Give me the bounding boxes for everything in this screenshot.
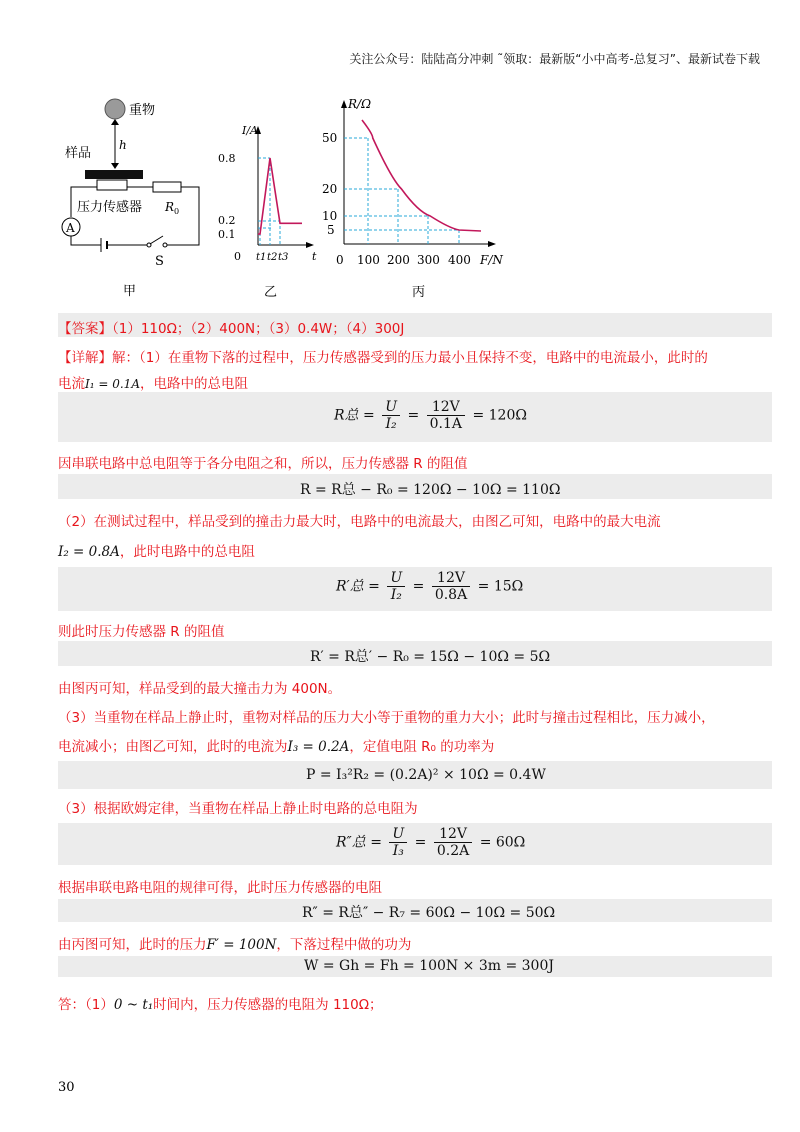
page-header: 关注公众号：陆陆高分冲刺 ˜领取：最新版“小中高考-总复习”、最新试卷下载: [349, 52, 760, 66]
eq3-eq: =: [412, 578, 425, 595]
yi-origin: 0: [234, 250, 241, 263]
bing-ytick-3: 5: [327, 223, 335, 237]
detail-line-2: [58, 372, 248, 392]
equation-6: [336, 826, 525, 859]
detail-p10-tail: 时间内，压力传感器的电阻为 110Ω；: [153, 997, 383, 1013]
detail-line-4: （2）在测试过程中，样品受到的撞击力最大时，电路中的电流最大，由图乙可知，电路中的最大电流: [58, 514, 661, 530]
detail-p1a: 解：（1）在重物下落的过程中，压力传感器受到的压力最小且保持不变，电路中的电流最小，此时的: [112, 350, 708, 366]
label-switch: S: [155, 254, 164, 269]
bing-ylabel: R/Ω: [348, 97, 372, 111]
detail-line-10: （3）根据欧姆定律，当重物在样品上静止时电路的总电阻为: [58, 801, 418, 817]
label-h: h: [119, 138, 127, 152]
equation-2: R = R总 − R₀ = 120Ω − 10Ω = 110Ω: [300, 482, 561, 498]
detail-line-11: 根据串联电路电阻的规律可得，此时压力传感器的电阻: [58, 880, 382, 896]
eq1-lhs: R总 =: [334, 407, 375, 424]
eq3-lhs: R′总 =: [336, 578, 380, 595]
label-sensor: 压力传感器: [77, 200, 143, 215]
eq3-den2: 0.8A: [434, 587, 468, 603]
detail-line-13: [58, 993, 383, 1013]
answer-text: （1）110Ω；（2）400N；（3）0.4W；（4）300J: [112, 321, 405, 337]
caption-bing: 丙: [412, 285, 426, 300]
answer-line: [58, 317, 404, 337]
detail-p6b: 电流减小；由图乙可知，此时的电流为: [58, 739, 288, 755]
yi-xtick-1: t2: [267, 252, 278, 263]
label-ammeter: A: [66, 221, 75, 235]
yi-ytick-2: 0.1: [218, 228, 236, 241]
bing-xtick-1: 200: [387, 253, 410, 267]
detail-p6b-tail: ，定值电阻 R₀ 的功率为: [349, 739, 495, 755]
equation-4: R′ = R总′ − R₀ = 15Ω − 10Ω = 5Ω: [310, 649, 551, 665]
equation-7: R″ = R总″ − R₇ = 60Ω − 10Ω = 50Ω: [302, 905, 556, 921]
eq6-den: I₃: [392, 843, 404, 859]
eq1-num2: 12V: [427, 399, 465, 416]
label-sample: 样品: [65, 146, 92, 161]
yi-xtick-2: t3: [278, 252, 289, 263]
switch: [150, 236, 163, 244]
detail-line-12: [58, 933, 411, 953]
eq3-den: I₂: [390, 587, 402, 603]
detail-line-5: [58, 540, 255, 560]
eq3-rhs: = 15Ω: [477, 578, 524, 595]
detail-p10a: 答：（1）: [58, 997, 114, 1013]
equation-3: [336, 570, 523, 603]
yi-current-line: [258, 158, 302, 234]
eq1-den2: 0.1A: [429, 416, 463, 432]
eq1-num: U: [382, 399, 400, 416]
label-r0-sub: 0: [174, 207, 180, 216]
eq1-rhs: = 120Ω: [472, 407, 527, 424]
eq3-num: U: [387, 570, 405, 587]
detail-line-8: （3）当重物在样品上静止时，重物对样品的压力大小等于重物的重力大小；此时与撞击过程相比，压力减小，: [58, 710, 715, 726]
pressure-sensor: [97, 180, 127, 190]
eq6-lhs: R″总 =: [336, 834, 382, 851]
detail-line-9: [58, 735, 494, 755]
eq6-eq: =: [414, 834, 427, 851]
bing-ytick-0: 50: [322, 131, 338, 145]
detail-p1b: 电流: [58, 376, 85, 392]
yi-xlabel: t: [312, 250, 317, 263]
yi-ylabel: I/A: [242, 124, 258, 137]
bing-ytick-1: 20: [322, 182, 338, 196]
bing-origin: 0: [336, 253, 344, 267]
yi-xtick-0: t1: [256, 252, 267, 263]
detail-line-1: [58, 346, 708, 366]
math-i3: I₃ = 0.2A: [287, 739, 350, 755]
bing-ytick-2: 10: [322, 209, 338, 223]
detail-tag: 【详解】: [58, 350, 112, 366]
yi-ytick-1: 0.2: [218, 214, 236, 227]
bing-xlabel: F/N: [480, 253, 503, 267]
math-f: F′ = 100N: [206, 937, 277, 953]
sample-block: [85, 170, 143, 179]
math-i2: I₂ = 0.8A: [58, 544, 120, 560]
detail-line-3: 因串联电路中总电阻等于各分电阻之和，所以，压力传感器 R 的阻值: [58, 456, 468, 472]
figure-yi-graph: [212, 120, 322, 305]
detail-p9-tail: ，下落过程中做的功为: [276, 937, 412, 953]
detail-line-7: 由图丙可知，样品受到的最大撞击力为 400N。: [58, 681, 342, 697]
bing-xtick-0: 100: [357, 253, 380, 267]
detail-p9a: 由丙图可知，此时的压力: [58, 937, 207, 953]
eq6-den2: 0.2A: [436, 843, 470, 859]
figure-bing-graph: [322, 92, 512, 305]
eq3-num2: 12V: [432, 570, 470, 587]
resistor-r0: [153, 182, 181, 192]
detail-p1b-tail: ，电路中的总电阻: [139, 376, 248, 392]
caption-jia: 甲: [123, 284, 137, 299]
label-weight: 重物: [129, 103, 156, 118]
math-time: 0 ~ t₁: [113, 997, 154, 1013]
eq6-num: U: [389, 826, 407, 843]
answer-tag: 【答案】: [58, 321, 112, 337]
detail-line-6: 则此时压力传感器 R 的阻值: [58, 624, 225, 640]
eq6-rhs: = 60Ω: [479, 834, 526, 851]
bing-xtick-3: 400: [448, 253, 471, 267]
bing-resistance-curve: [362, 120, 481, 231]
detail-p3b-tail: ，此时电路中的总电阻: [119, 544, 255, 560]
label-r0: R: [165, 200, 175, 214]
equation-1: [334, 399, 527, 432]
eq1-den: I₂: [385, 416, 397, 432]
eq6-num2: 12V: [434, 826, 472, 843]
weight-ball: [105, 99, 125, 119]
equation-5: P = I₃²R₂ = (0.2A)² × 10Ω = 0.4W: [306, 767, 546, 783]
caption-yi: 乙: [264, 285, 278, 300]
eq1-eq: =: [407, 407, 420, 424]
figure-jia-circuit: [55, 95, 215, 305]
yi-ytick-0: 0.8: [218, 152, 236, 165]
equation-8: W = Gh = Fh = 100N × 3m = 300J: [304, 958, 554, 974]
math-i1: I₁ = 0.1A: [85, 377, 140, 391]
bing-xtick-2: 300: [417, 253, 440, 267]
page-number: 30: [58, 1080, 75, 1095]
